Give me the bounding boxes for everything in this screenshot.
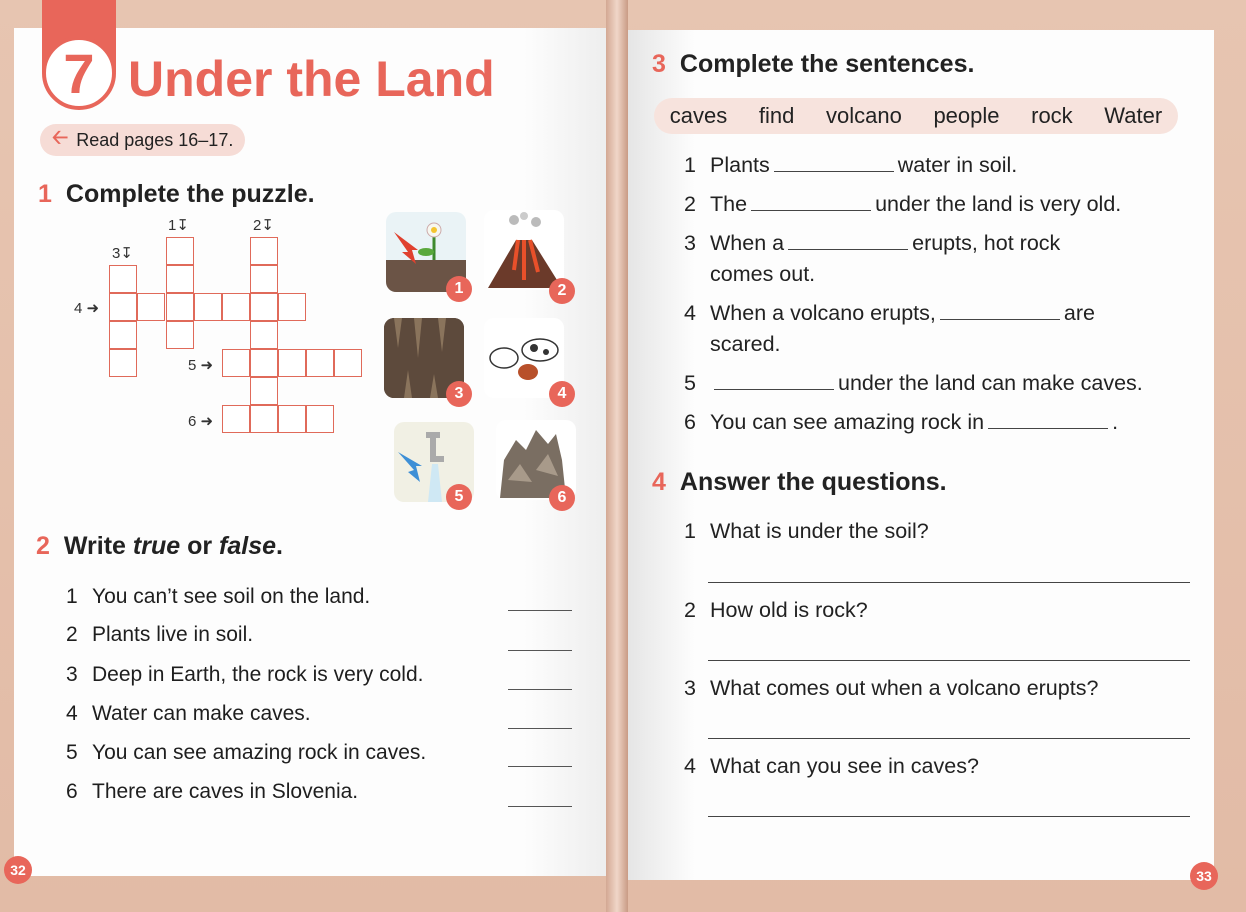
- read-pages-pill: [40, 124, 245, 156]
- answer-line-6[interactable]: [508, 806, 572, 807]
- true-false-item-4: 4 Water can make caves.: [66, 702, 311, 725]
- word-bank-item: people: [933, 103, 1000, 128]
- word-bank-item: Water: [1104, 103, 1163, 128]
- volcano-icon: [484, 210, 564, 290]
- sentence-item-1: 1 Plants water in soil.: [684, 153, 1018, 177]
- true-false-item-6: 6 There are caves in Slovenia.: [66, 780, 359, 803]
- answer-line-2[interactable]: [508, 650, 572, 651]
- crossword-cell[interactable]: [166, 293, 194, 321]
- sentence-item-5: 5 under the land can make caves.: [684, 371, 1143, 395]
- picture-badge-3: 3: [446, 381, 472, 407]
- clue-marker-1: 1↧: [168, 217, 189, 234]
- question-item-3: 3 What comes out when a volcano erupts?: [684, 676, 1099, 700]
- crossword-cell[interactable]: [306, 349, 334, 377]
- crossword-cell[interactable]: [250, 377, 278, 405]
- crossword-cell[interactable]: [250, 237, 278, 265]
- word-bank-item: volcano: [825, 103, 902, 128]
- true-false-item-1: 1 You can’t see soil on the land.: [66, 585, 371, 608]
- section-3-heading: Complete the sentences.: [679, 50, 975, 78]
- crossword-cell[interactable]: [109, 265, 137, 293]
- answer-line-5[interactable]: [508, 766, 572, 767]
- answer-line-4[interactable]: [508, 728, 572, 729]
- crossword-cell[interactable]: [250, 405, 278, 433]
- answer-line-q1[interactable]: [708, 582, 1190, 583]
- answer-line-q2[interactable]: [708, 660, 1190, 661]
- crossword-cell[interactable]: [166, 321, 194, 349]
- word-bank: [654, 98, 1178, 134]
- crossword-cell[interactable]: [166, 237, 194, 265]
- sentence-item-6: 6 You can see amazing rock in .: [684, 410, 1119, 434]
- page-title: Under the Land: [128, 51, 495, 107]
- crossword-cell[interactable]: [250, 265, 278, 293]
- crossword-cell[interactable]: [109, 293, 137, 321]
- fill-blank[interactable]: [774, 151, 894, 172]
- section-3-number: 3: [652, 50, 666, 78]
- sentence-item-3: 3 When a erupts, hot rock comes out.: [684, 231, 1061, 286]
- crossword-cell[interactable]: [278, 349, 306, 377]
- section-4-title: [652, 468, 947, 497]
- picture-badge-5: 5: [446, 484, 472, 510]
- fill-blank[interactable]: [751, 190, 871, 211]
- word-bank-item: rock: [1031, 103, 1073, 128]
- question-item-1: 1 What is under the soil?: [684, 519, 929, 543]
- section-1-title: [38, 180, 315, 209]
- crossword-cell[interactable]: [278, 293, 306, 321]
- picture-badge-4: 4: [549, 381, 575, 407]
- read-pages-label: Read pages 16–17.: [76, 129, 234, 150]
- section-2-title-end: .: [276, 532, 283, 560]
- clue-marker-2: 2↧: [253, 217, 274, 234]
- true-false-item-3: 3 Deep in Earth, the rock is very cold.: [66, 663, 424, 686]
- section-2-number: 2: [36, 532, 50, 560]
- clue-marker-6: 6 ➜: [188, 413, 214, 430]
- crossword-cell[interactable]: [250, 349, 278, 377]
- fill-blank[interactable]: [714, 369, 834, 390]
- sentence-item-2: 2 The under the land is very old.: [684, 192, 1122, 216]
- answer-line-1[interactable]: [508, 610, 572, 611]
- answer-line-3[interactable]: [508, 689, 572, 690]
- unit-number: 7: [42, 36, 116, 110]
- question-item-4: 4 What can you see in caves?: [684, 754, 979, 778]
- fill-blank[interactable]: [988, 408, 1108, 429]
- section-1-heading: Complete the puzzle.: [65, 180, 315, 208]
- page-number-left: 32: [4, 856, 32, 884]
- crossword-cell[interactable]: [250, 321, 278, 349]
- fill-blank[interactable]: [940, 299, 1060, 320]
- section-2-title: [36, 532, 283, 561]
- answer-line-q4[interactable]: [708, 816, 1190, 817]
- page-number-right: 33: [1190, 862, 1218, 890]
- crossword-cell[interactable]: [306, 405, 334, 433]
- word-bank-item: caves: [669, 103, 728, 128]
- crossword-cell[interactable]: [194, 293, 222, 321]
- crossword-cell[interactable]: [278, 405, 306, 433]
- answer-line-q3[interactable]: [708, 738, 1190, 739]
- picture-badge-1: 1: [446, 276, 472, 302]
- picture-badge-6: 6: [549, 485, 575, 511]
- true-false-item-5: 5 You can see amazing rock in caves.: [66, 741, 427, 764]
- crossword-cell[interactable]: [109, 321, 137, 349]
- word-bank-item: find: [758, 103, 795, 128]
- fill-blank[interactable]: [788, 229, 908, 250]
- question-item-2: 2 How old is rock?: [684, 598, 868, 622]
- crossword-cell[interactable]: [137, 293, 165, 321]
- crossword-cell[interactable]: [222, 349, 250, 377]
- crossword-cell[interactable]: [166, 265, 194, 293]
- true-false-item-2: 2 Plants live in soil.: [66, 623, 254, 646]
- crossword-cell[interactable]: [334, 349, 362, 377]
- clue-marker-3: 3↧: [112, 245, 133, 262]
- crossword-cell[interactable]: [250, 293, 278, 321]
- clue-marker-5: 5 ➜: [188, 357, 214, 374]
- arrow-left-icon: 🡠: [52, 127, 69, 149]
- book-gutter: [606, 0, 628, 912]
- picture-badge-2: 2: [549, 278, 575, 304]
- crossword-cell[interactable]: [222, 293, 250, 321]
- crossword-cell[interactable]: [109, 349, 137, 377]
- section-1-number: 1: [38, 180, 52, 208]
- section-4-number: 4: [652, 468, 666, 496]
- clue-marker-4: 4 ➜: [74, 300, 100, 317]
- section-2-title-or: or: [180, 532, 220, 560]
- section-2-title-false: false: [219, 532, 277, 560]
- section-2-title-pre: Write: [63, 532, 133, 560]
- section-3-title: [652, 50, 974, 79]
- sentence-item-4: 4 When a volcano erupts, are scared.: [684, 301, 1095, 356]
- crossword-cell[interactable]: [222, 405, 250, 433]
- section-4-heading: Answer the questions.: [679, 468, 947, 496]
- section-2-title-true: true: [132, 532, 181, 560]
